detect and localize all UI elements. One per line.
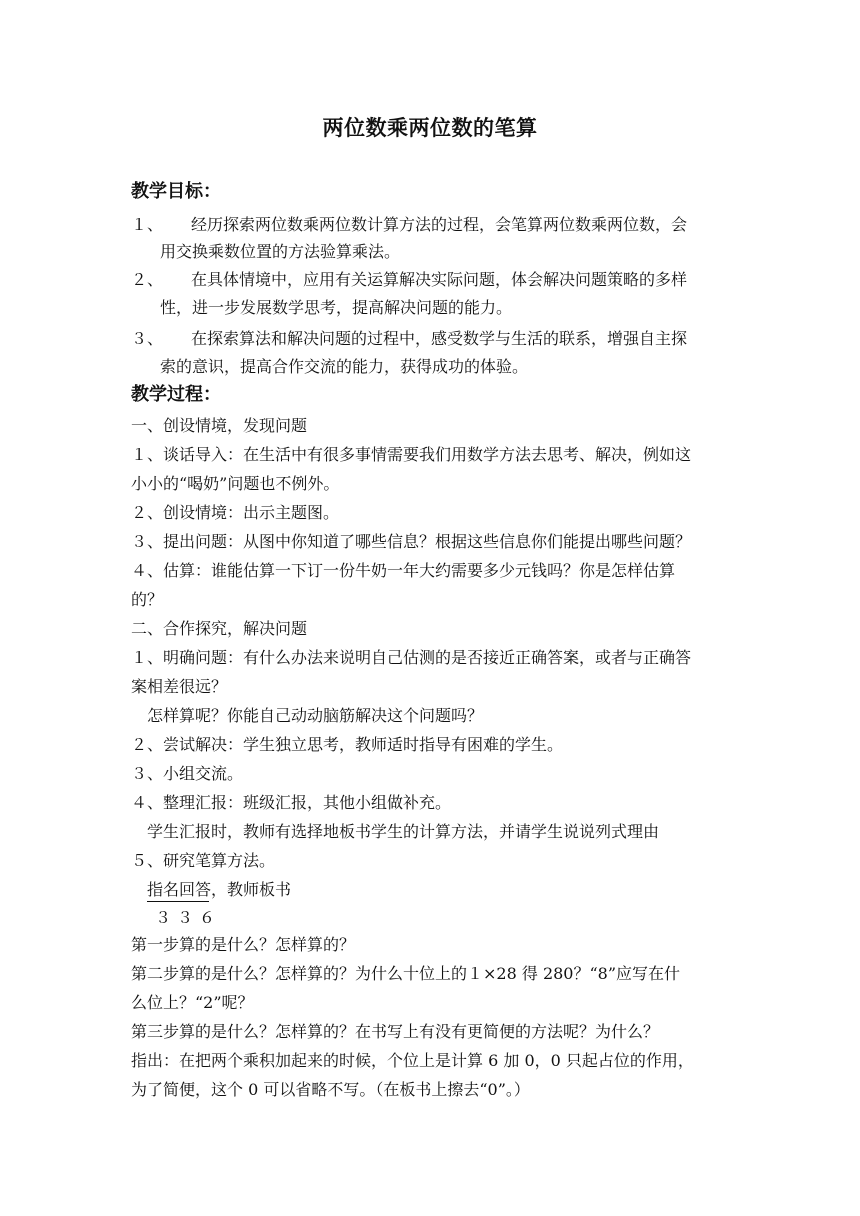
part1-step4-line2: 的？ <box>131 590 164 609</box>
part1-step2: ２、创设情境：出示主题图。 <box>131 503 340 522</box>
question-3: 第三步算的是什么？怎样算的？在书写上有没有更简便的方法呢？为什么？ <box>131 1022 660 1041</box>
part2-step5-note: 指名回答，教师板书 <box>147 880 292 899</box>
calculation-number: ３３６ <box>155 908 222 927</box>
goal-item-3-text: 在探索算法和解决问题的过程中，感受数学与生活的联系，增强自主探 <box>191 329 688 348</box>
part2-step1-line2: 案相差很远？ <box>131 677 228 696</box>
goal-item-3-line1 <box>131 329 733 349</box>
part2-step1-line1: １、明确问题：有什么办法来说明自己估测的是否接近正确答案，或者与正确答 <box>131 648 692 667</box>
part2-step4-note: 学生汇报时，教师有选择地板书学生的计算方法，并请学生说说列式理由 <box>147 822 660 841</box>
question-2-line2: 么位上？“2”呢？ <box>131 993 254 1012</box>
part2-step1-line3: 怎样算呢？你能自己动动脑筋解决这个问题吗？ <box>147 706 484 725</box>
goal-item-3-number: ３、 <box>131 329 164 348</box>
goals-heading: 教学目标： <box>131 181 221 202</box>
part2-heading: 二、合作探究，解决问题 <box>131 619 308 638</box>
goal-item-2-line1 <box>131 270 733 290</box>
part2-step2: ２、尝试解决：学生独立思考，教师适时指导有困难的学生。 <box>131 735 564 754</box>
part2-step3: ３、小组交流。 <box>131 764 244 783</box>
part2-step4: ４、整理汇报：班级汇报，其他小组做补充。 <box>131 793 452 812</box>
part1-step4-line1: ４、估算：谁能估算一下订一份牛奶一年大约需要多少元钱吗？你是怎样估算 <box>131 561 676 580</box>
goal-item-3-line2: 索的意识，提高合作交流的能力，获得成功的体验。 <box>160 357 529 376</box>
part1-step3: ３、提出问题：从图中你知道了哪些信息？根据这些信息你们能提出哪些问题？ <box>131 532 692 551</box>
question-2-line1: 第二步算的是什么？怎样算的？为什么十位上的１×28 得 280？“8”应写在什 <box>131 964 681 983</box>
note-line2: 为了简便，这个 0 可以省略不写。（在板书上擦去“0”。） <box>131 1080 530 1099</box>
process-heading: 教学过程： <box>131 384 221 405</box>
goal-item-1-number: １、 <box>131 215 164 234</box>
goal-item-2-text: 在具体情境中，应用有关运算解决实际问题，体会解决问题策略的多样 <box>191 270 688 289</box>
part1-step1-line1: １、谈话导入：在生活中有很多事情需要我们用数学方法去思考、解决，例如这 <box>131 445 692 464</box>
goal-item-2-number: ２、 <box>131 270 164 289</box>
goal-item-1-line1 <box>131 215 733 235</box>
part1-heading: 一、创设情境，发现问题 <box>131 416 308 435</box>
goal-item-1-text: 经历探索两位数乘两位数计算方法的过程，会笔算两位数乘两位数，会 <box>191 215 688 234</box>
question-1: 第一步算的是什么？怎样算的？ <box>131 935 356 954</box>
page-title: 两位数乘两位数的笔算 <box>322 115 538 140</box>
goal-item-1-line2: 用交换乘数位置的方法验算乘法。 <box>160 242 401 261</box>
note-line1: 指出：在把两个乘积加起来的时候，个位上是计算 6 加 0，0 只起占位的作用， <box>131 1051 694 1070</box>
calculation-rule <box>147 901 209 902</box>
part2-step5: ５、研究笔算方法。 <box>131 851 276 870</box>
goal-item-2-line2: 性，进一步发展数学思考，提高解决问题的能力。 <box>160 298 513 317</box>
part1-step1-line2: 小小的“喝奶”问题也不例外。 <box>131 474 340 493</box>
